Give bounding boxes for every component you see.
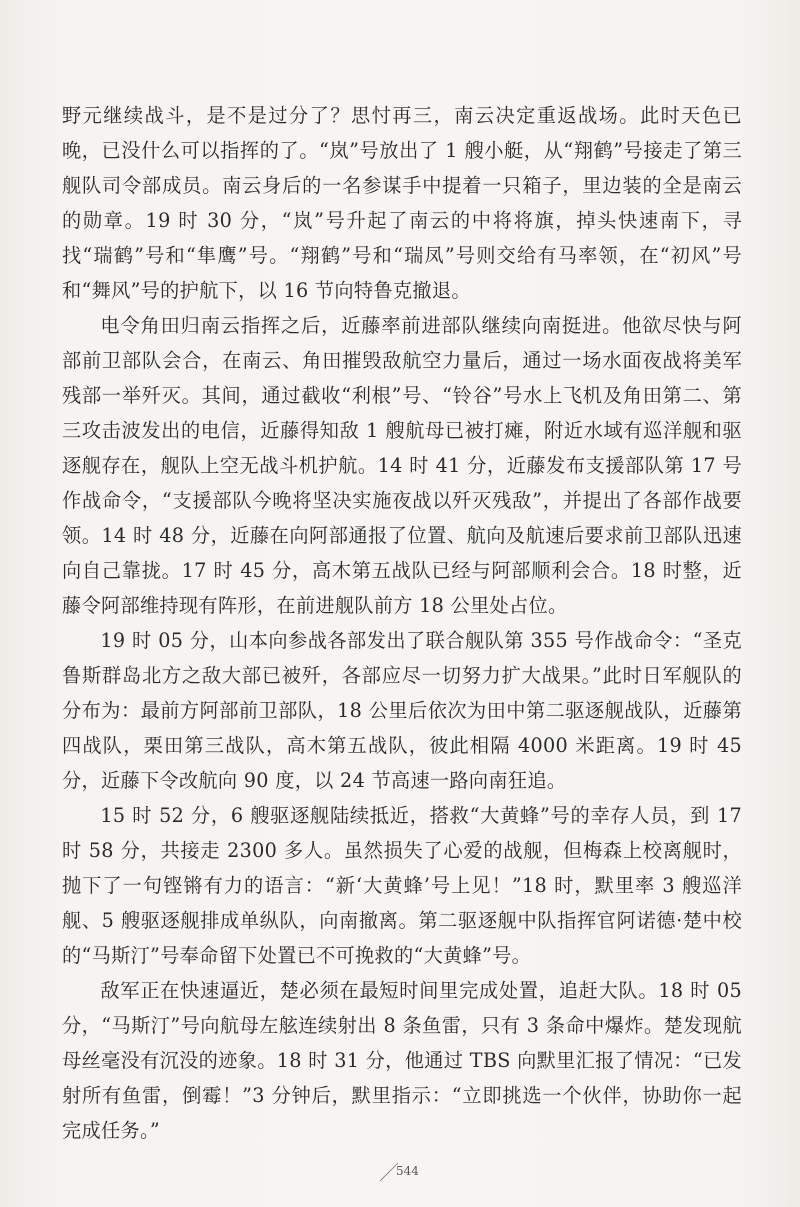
paragraph-5: 敌军正在快速逼近，楚必须在最短时间里完成处置，追赶大队。18 时 05 分，“马斯汀”号向航母左舷连续射出 8 条鱼雷，只有 3 条命中爆炸。楚发现航母丝毫没有沉没的迹象。18 时 31 分，他通过 TBS 向默里汇报了情况：“已发射所有鱼雷，倒霉！”3 分钟后，默里指示：“立即挑选一个伙伴，协助你一起完成任务。” [62, 979, 742, 1142]
paragraph-2: 电令角田归南云指挥之后，近藤率前进部队继续向南挺进。他欲尽快与阿部前卫部队会合，在南云、角田摧毁敌航空力量后，通过一场水面夜战将美军残部一举歼灭。其间，通过截收“利根”号、“铃谷”号水上飞机及角田第二、第三攻击波发出的电信，近藤得知敌 1 艘航母已被打瘫，附近水域有巡洋舰和驱逐舰存在，舰队上空无战斗机护航。14 时 41 分，近藤发布支援部队第 17 号作战命令，“支援部队今晚将坚决实施夜战以歼灭残敌”，并提出了各部作战要领。14 时 48 分，近藤在向阿部通报了位置、航向及航速后要求前卫部队迅速向自己靠拢。17 时 45 分，高木第五战队已经与阿部顺利会合。18 时整，近藤令阿部维持现有阵形，在前进舰队前方 18 公里处占位。 [62, 314, 742, 617]
page-number-text: 544 [396, 1164, 419, 1178]
paragraph-1: 野元继续战斗，是不是过分了？思忖再三，南云决定重返战场。此时天色已晚，已没什么可以指挥的了。“岚”号放出了 1 艘小艇，从“翔鹤”号接走了第三舰队司令部成员。南云身后的一名参谋手中提着一只箱子，里边装的全是南云的勋章。19 时 30 分，“岚”号升起了南云的中将将旗，掉头快速南下，寻找“瑞鹤”号和“隼鹰”号。“翔鹤”号和“瑞凤”号则交给有马率领，在“初风”号和“舞风”号的护航下，以 16 节向特鲁克撤退。 [62, 104, 742, 302]
body-text [62, 98, 742, 1148]
paragraph-3: 19 时 05 分，山本向参战各部发出了联合舰队第 355 号作战命令：“圣克鲁斯群岛北方之敌大部已被歼，各部应尽一切努力扩大战果。”此时日军舰队的分布为：最前方阿部前卫部队，18 公里后依次为田中第二驱逐舰战队，近藤第四战队，栗田第三战队，高木第五战队，彼此相隔 4000 米距离。19 时 45 分，近藤下令改航向 90 度，以 24 节高速一路向南狂追。 [62, 629, 742, 792]
page-number [378, 1162, 428, 1182]
paragraph-4: 15 时 52 分，6 艘驱逐舰陆续抵近，搭救“大黄蜂”号的幸存人员，到 17 时 58 分，共接走 2300 多人。虽然损失了心爱的战舰，但梅森上校离舰时，抛下了一句铿锵有力的语言：“新‘大黄蜂’号上见！”18 时，默里率 3 艘巡洋舰、5 艘驱逐舰排成单纵队，向南撤离。第二驱逐舰中队指挥官阿诺德·楚中校的“马斯汀”号奉命留下处置已不可挽救的“大黄蜂”号。 [62, 804, 742, 967]
